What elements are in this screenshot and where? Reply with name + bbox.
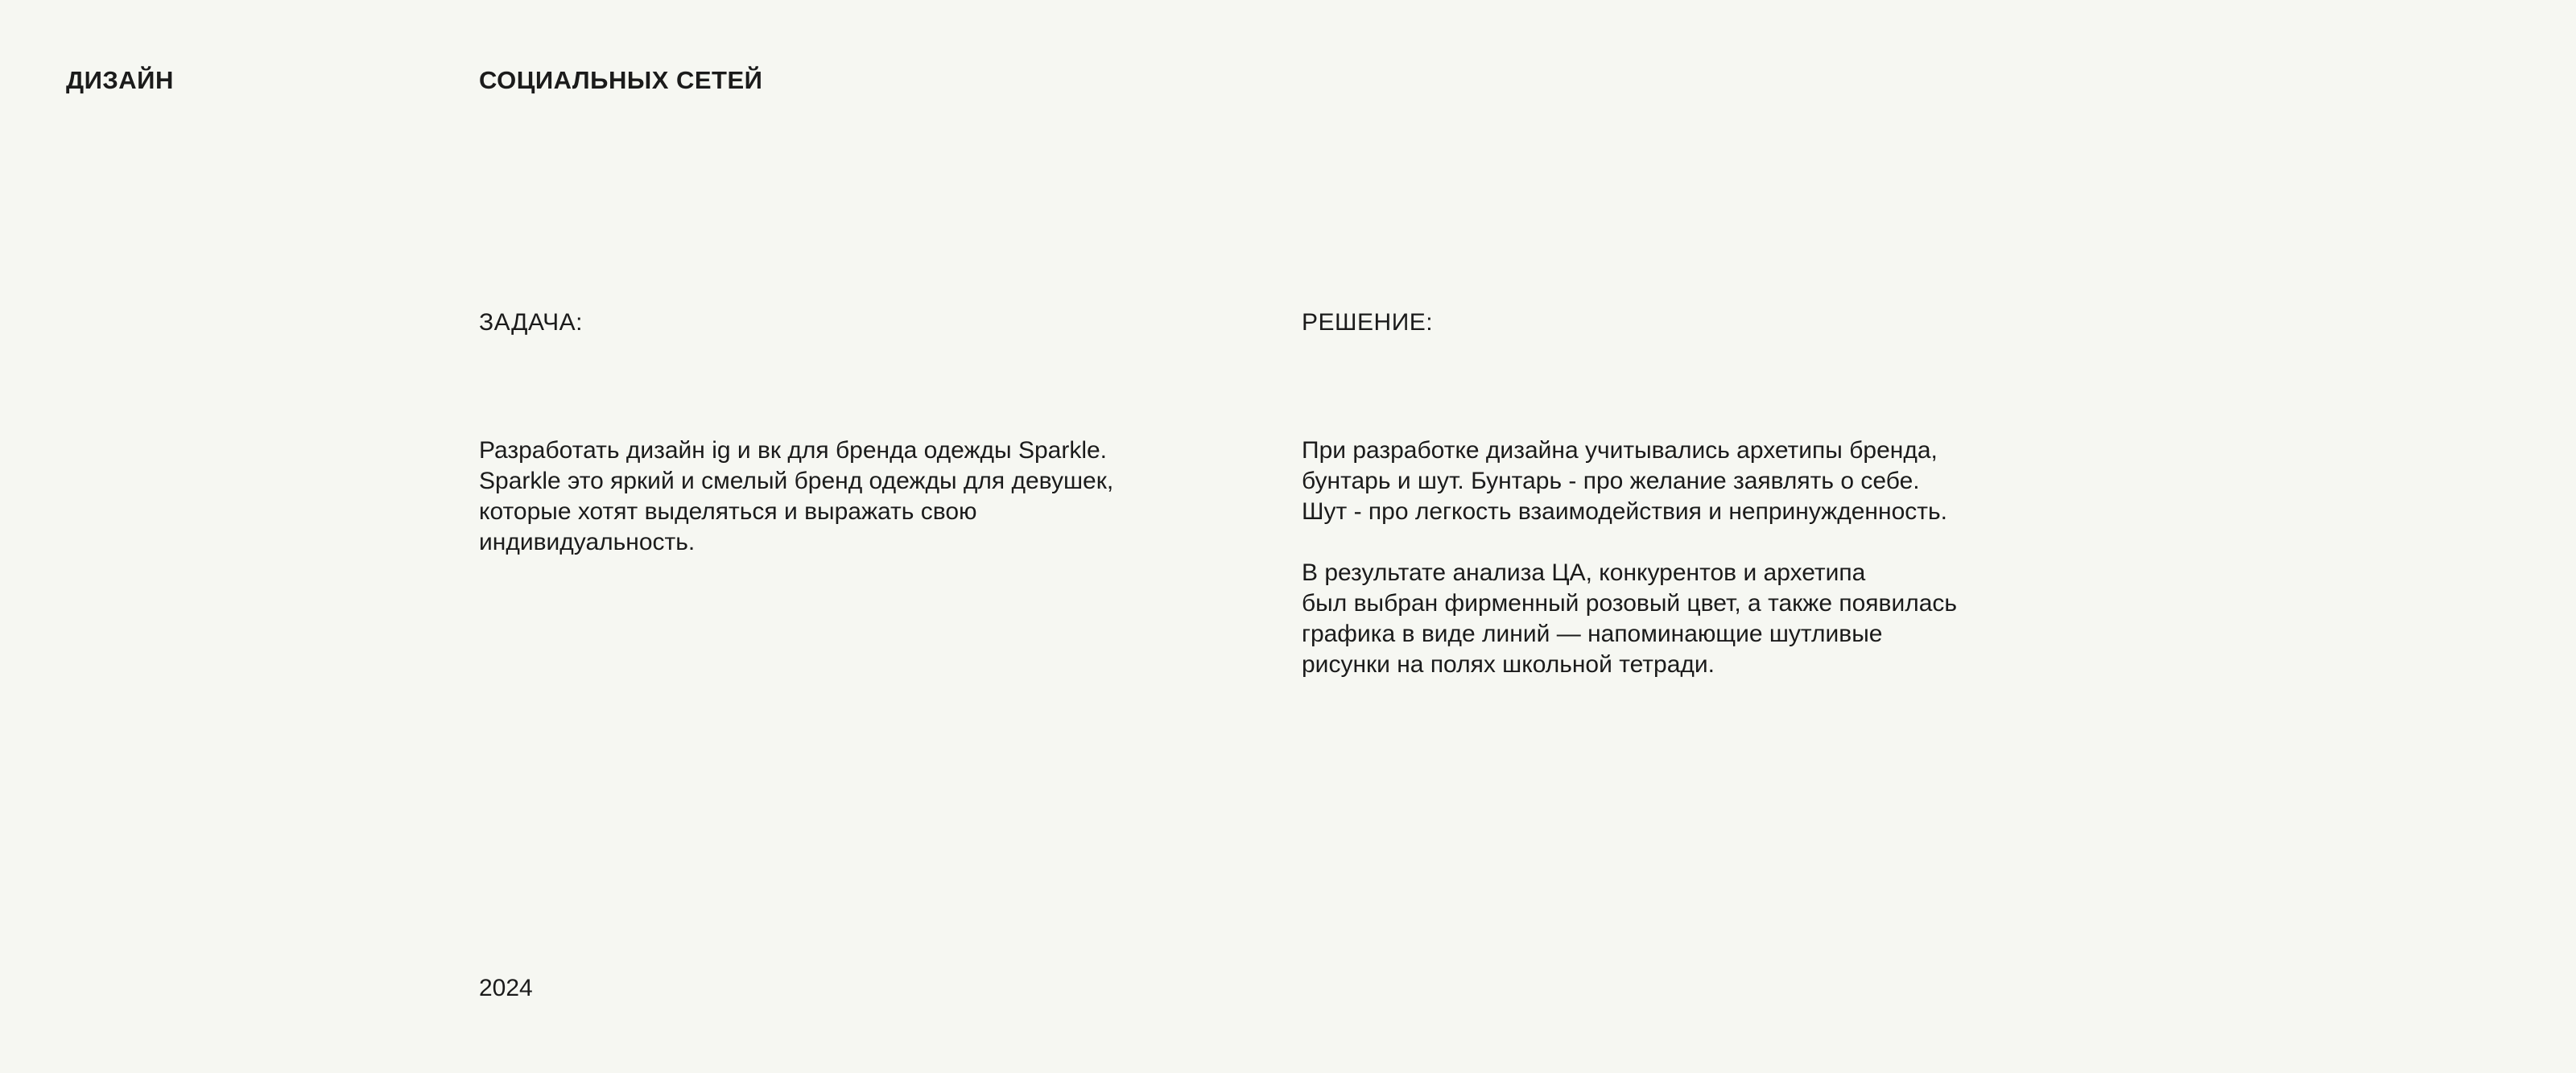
solution-paragraph: В результате анализа ЦА, конкурентов и архетипа был выбран фирменный розовый цвет, а также появилась графика в виде линий — напоминающие шутливые рисунки на полях школьной тетради. [1302, 559, 1958, 678]
page-title-right: СОЦИАЛЬНЫХ СЕТЕЙ [479, 66, 763, 94]
task-label: ЗАДАЧА: [479, 309, 583, 336]
page-title-left: ДИЗАЙН [66, 66, 174, 94]
solution-section [1302, 311, 2026, 680]
task-body [479, 435, 1203, 558]
year-label: 2024 [479, 975, 533, 1001]
solution-label: РЕШЕНИЕ: [1302, 309, 1434, 336]
solution-paragraph: При разработке дизайна учитывались архетипы бренда, бунтарь и шут. Бунтарь - про желание заявлять о себе. Шут - про легкость взаимодействия и непринужденность. [1302, 437, 1947, 525]
task-section [479, 311, 1203, 558]
task-paragraph: Разработать дизайн ig и вк для бренда одежды Sparkle. Sparkle это яркий и смелый бренд одежды для девушек, которые хотят выделяться и выражать свою индивидуальность. [479, 437, 1114, 555]
solution-body [1302, 435, 2026, 680]
